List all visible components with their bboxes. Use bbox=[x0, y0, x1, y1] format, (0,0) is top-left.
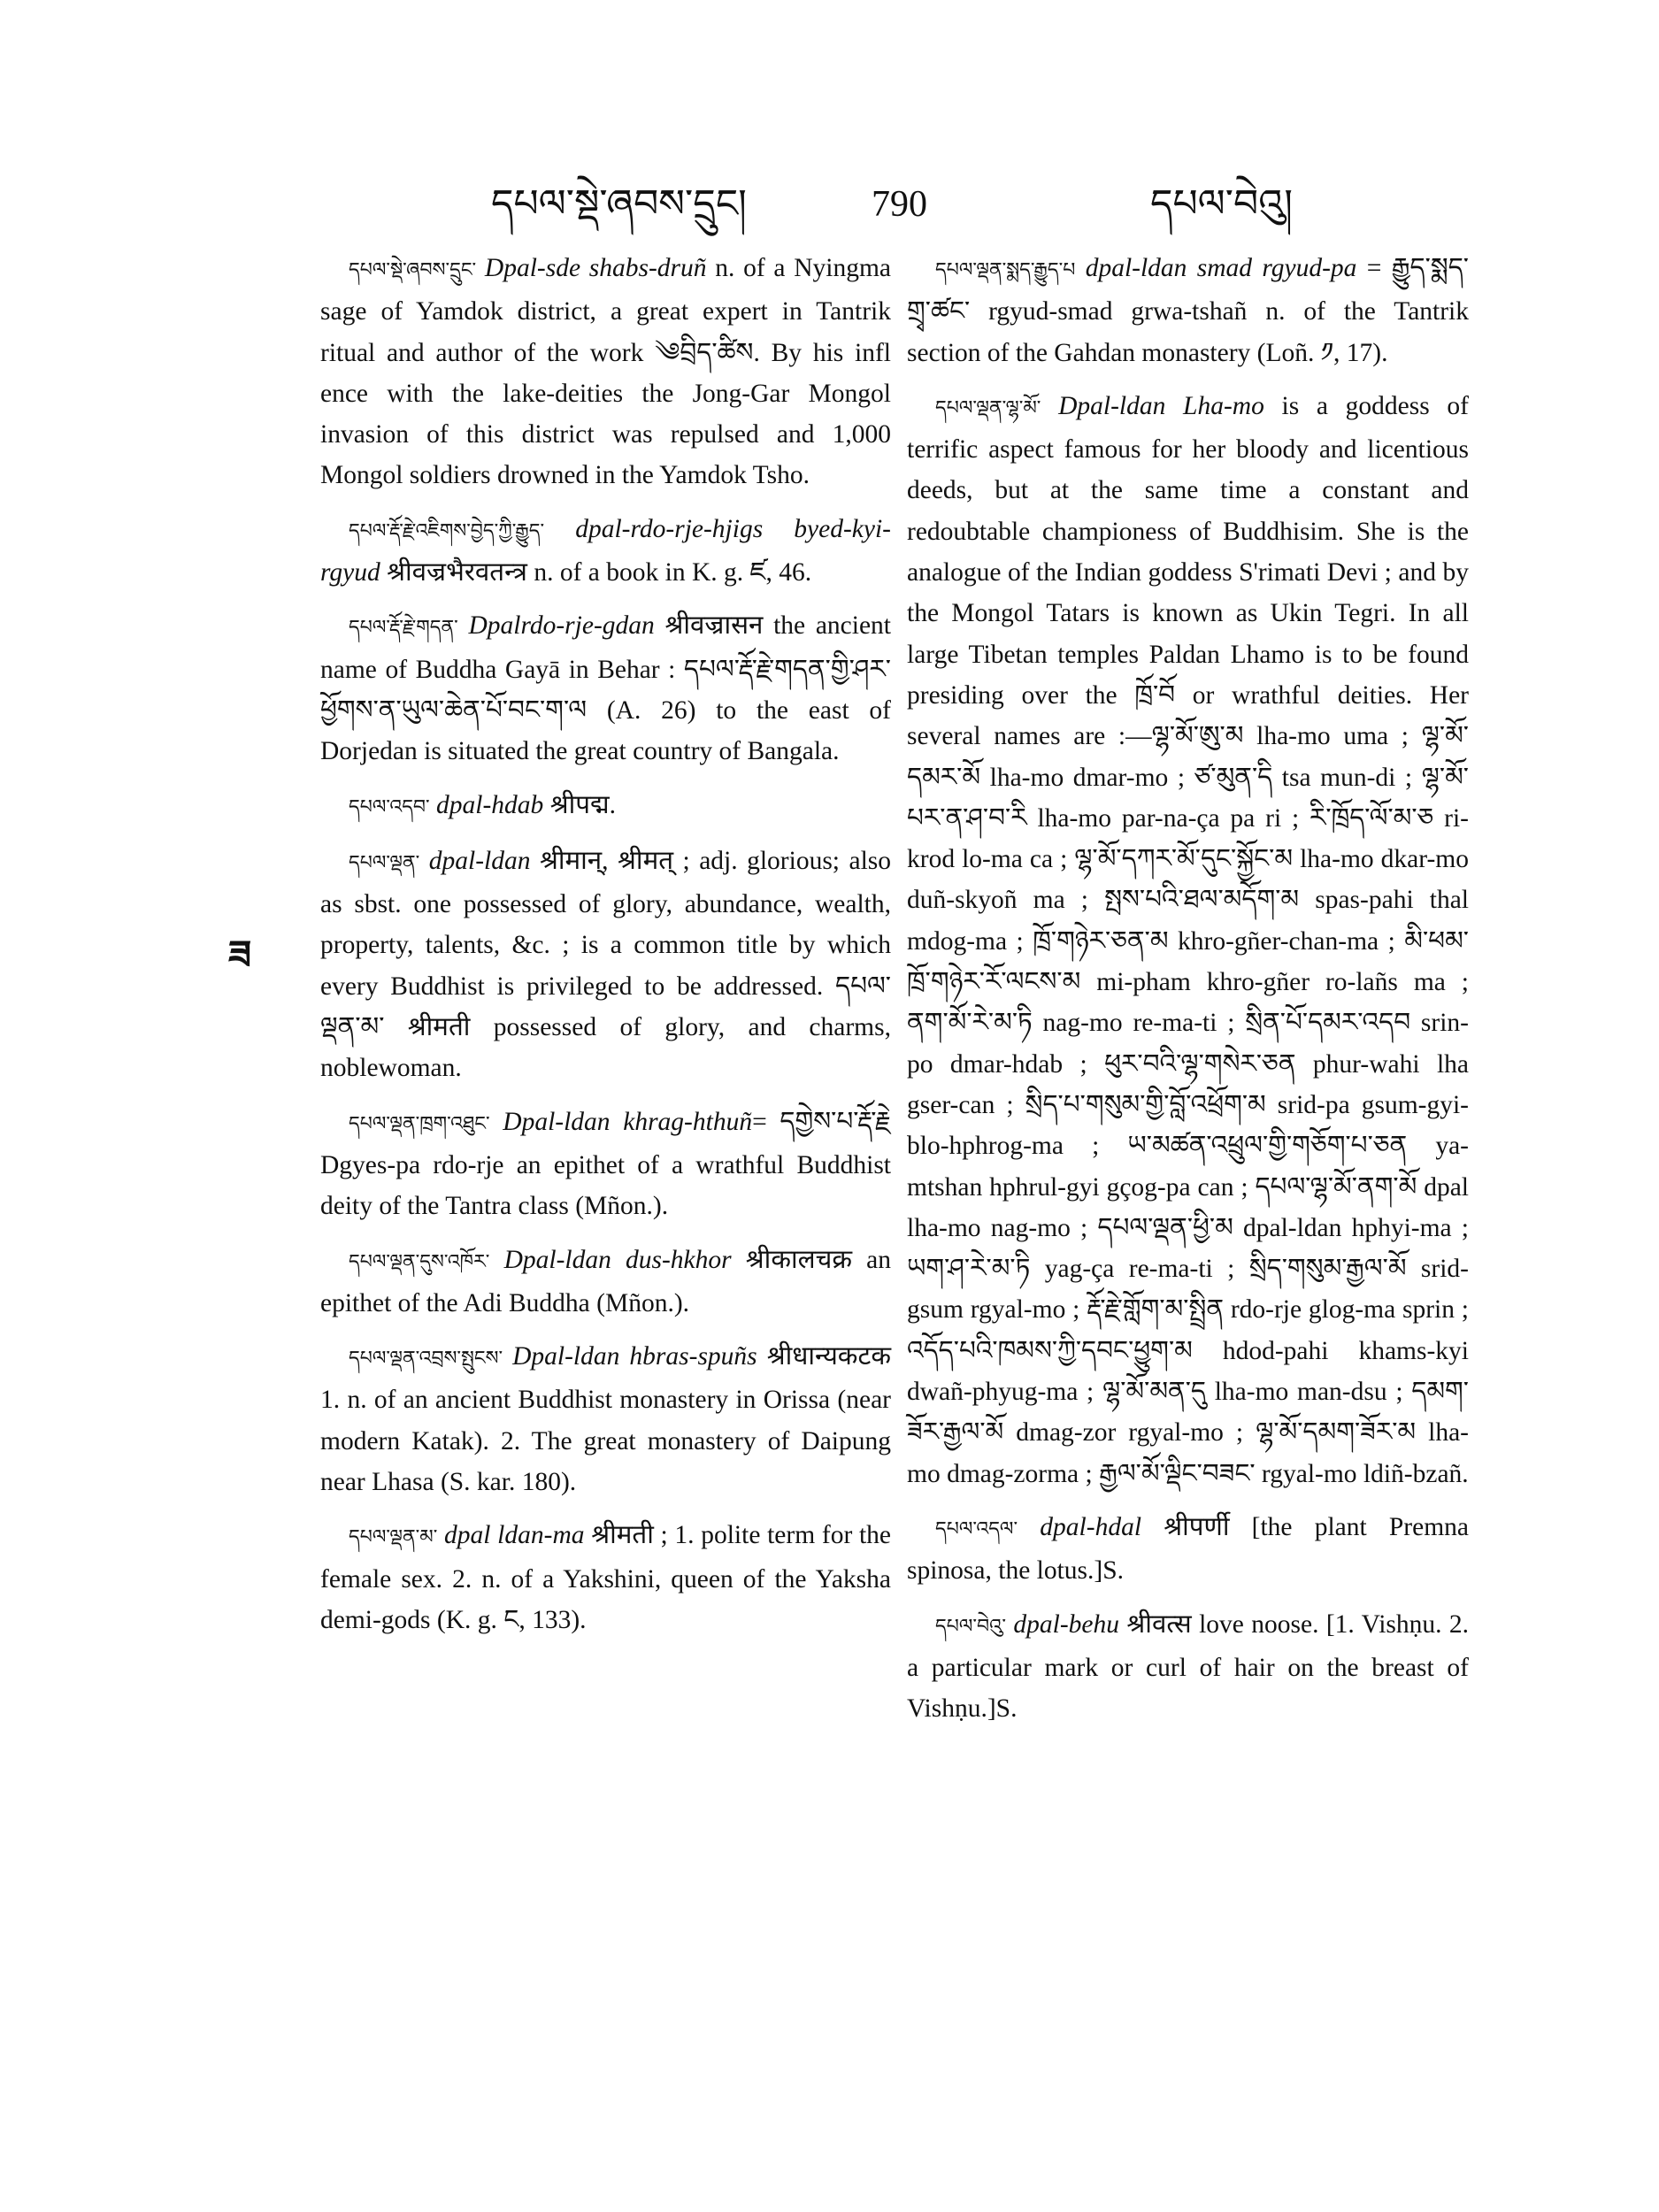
entry-transliteration: dpal-rdo-rje-hjigs byed-kyi-rgyud bbox=[320, 514, 891, 588]
entry-definition: श्रीमान्, श्रीमत् ; adj. glorious; also as sbst. one possessed of glory, abundance, wealth, property, talents, &c. ; is a common title by which every Buddhist is privileged to be addressed. དཔལ་ལྡན་མ་ श्रीमती possessed of glory, and charms, noblewoman. bbox=[320, 846, 892, 1083]
entry-headword-tibetan: དཔལ་ལྡན་ bbox=[349, 851, 420, 874]
dictionary-entry bbox=[320, 841, 891, 1089]
entry-transliteration: Dpal-sde shabs-druñ bbox=[484, 254, 707, 282]
entry-transliteration: Dpal-ldan Lha-mo bbox=[1058, 391, 1264, 420]
entry-transliteration: dpal-hdab bbox=[436, 790, 544, 819]
entry-definition: श्रीवज्रभैरवतन्त्र n. of a book in K. g. ཛ, 46. bbox=[380, 558, 812, 588]
entry-definition: श्रीवत्स love noose. [1. Vishṇu. 2. a particular mark or curl of hair on the breast of Vishṇu.]S. bbox=[907, 1609, 1470, 1724]
margin-letter-mark: ཟ bbox=[227, 933, 250, 978]
entry-headword-tibetan: དཔལ་ལྡན་སྨད་རྒྱུད་པ bbox=[935, 259, 1076, 281]
entry-headword-tibetan: དཔལ་འདལ་ bbox=[935, 1517, 1018, 1540]
dictionary-entry bbox=[320, 1102, 891, 1227]
dictionary-entry bbox=[320, 248, 891, 496]
entry-definition: is a goddess of terrific aspect famous for her bloody and licentious deeds, but at the same time a constant and redoubtable championess of Buddhisim. She is the analogue of the Indian goddess S'rimati Devi ; and by the Mongol Tatars is known as Ukin Tegri. In all large Tibetan temples Paldan Lhamo is to be found presiding over the ཁྲོ་བོ or wrathful deities. Her several names are :—ལྷ་མོ་ཨུ་མ lha-mo uma ; ལྷ་མོ་དམར་མོ lha-mo dmar-mo ; ཙ་མུན་དི tsa mun-di ; ལྷ་མོ་པར་ན་ཤ་བ་རི lha-mo par-na-ça pa ri ; རི་ཁྲོད་ལོ་མ་ཅ ri-krod lo-ma ca ; ལྷ་མོ་དཀར་མོ་དུང་སྐྱོང་མ lha-mo dkar-mo duñ-skyoñ ma ; སྤས་པའི་ཐལ་མདོག་མ spas-pahi thal mdog-ma ; ཁྲོ་གཉེར་ཅན་མ khro-gñer-chan-ma ; མི་ཕམ་ཁྲོ་གཉེར་རོ་ལངས་མ mi-pham khro-gñer ro-lañs ma ; ནག་མོ་རེ་མ་ཏི nag-mo re-ma-ti ; སྲིན་པོ་དམར་འདབ srin-po dmar-hdab ; ཕུར་བའི་ལྷ་གསེར་ཅན phur-wahi lha gser-can ; སྲིད་པ་གསུམ་གྱི་བློ་འཕྲོག་མ srid-pa gsum-gyi-blo-hphrog-ma ; ཡ་མཚན་འཕྲུལ་གྱི་གཅོག་པ་ཅན ya-mtshan hphrul-gyi gçog-pa can ; དཔལ་ལྷ་མོ་ནག་མོ dpal lha-mo nag-mo ; དཔལ་ལྡན་ཕྱི་མ dpal-ldan hphyi-ma ; ཡག་ཤ་རེ་མ་ཏི yag-ça re-ma-ti ; སྲིད་གསུམ་རྒྱལ་མོ srid-gsum rgyal-mo ; རྡོ་རྗེ་གློག་མ་སྤྲིན rdo-rje glog-ma sprin ; འདོད་པའི་ཁམས་ཀྱི་དབང་ཕྱུག་མ hdod-pahi khams-kyi dwañ-phyug-ma ; ལྷ་མོ་མན་དུ lha-mo man-dsu ; དམག་ཟོར་རྒྱལ་མོ dmag-zor rgyal-mo ; ལྷ་མོ་དམག་ཟོར་མ lha-mo dmag-zorma ; རྒྱལ་མོ་ལྡིང་བཟང་ rgyal-mo ldiñ-bzañ. bbox=[907, 391, 1469, 1488]
entry-transliteration: Dpal-ldan khrag-hthuñ bbox=[503, 1107, 753, 1136]
right-column bbox=[907, 248, 1469, 1741]
running-head-right: དཔལ་བེའུ། bbox=[1150, 182, 1293, 226]
entry-headword-tibetan: དཔལ་འདབ་ bbox=[349, 795, 430, 818]
dictionary-entry bbox=[907, 1604, 1469, 1730]
entry-definition: श्रीधान्यकटक 1. n. of an ancient Buddhist monastery in Orissa (near modern Katak). 2. The great monastery of Daipung near Lhasa (S. kar. 180). bbox=[320, 1342, 891, 1497]
entry-headword-tibetan: དཔལ་རྡོ་རྗེ་གདན་ bbox=[349, 617, 458, 640]
dictionary-entry bbox=[320, 1336, 891, 1502]
entry-headword-tibetan: དཔལ་ལྡན་ཁྲག་འཐུང་ bbox=[349, 1112, 490, 1135]
dictionary-entry bbox=[907, 1507, 1469, 1592]
left-column bbox=[320, 248, 891, 1653]
page-number: 790 bbox=[872, 184, 927, 225]
entry-transliteration: Dpalrdo-rje-gdan bbox=[468, 611, 655, 641]
entry-transliteration: dpal-ldan smad rgyud-pa bbox=[1085, 254, 1357, 282]
entry-transliteration: Dpal-ldan hbras-spuñs bbox=[512, 1342, 757, 1371]
dictionary-entry bbox=[907, 386, 1469, 1494]
entry-transliteration: dpal-ldan bbox=[428, 846, 531, 875]
entry-definition: श्रीवज्रासन the ancient name of Buddha Gayā in Behar : དཔལ་རྡོ་རྗེ་གདན་གྱི་ཤར་ཕྱོགས་ན་ཡུལ་ཆེན་པོ་བང་ག་ལ (A. 26) to the east of Dorjedan is situated the great country of Bangala. bbox=[320, 611, 891, 766]
entry-definition: श्रीकालचक्र an epithet of the Adi Buddha (Mñon.). bbox=[320, 1245, 892, 1317]
entry-headword-tibetan: དཔལ་ལྡན་ལྷ་མོ་ bbox=[935, 396, 1041, 419]
entry-headword-tibetan: དཔལ་ལྡན་དུས་འཁོར་ bbox=[349, 1250, 490, 1273]
entry-definition: = དགྱེས་པ་རྡོ་རྗེ Dgyes-pa rdo-rje an epithet of a wrathful Buddhist deity of the Tantra class (Mñon.). bbox=[320, 1107, 892, 1221]
dictionary-entry bbox=[320, 605, 891, 772]
entry-headword-tibetan: དཔལ་རྡོ་རྗེ་འཇིགས་བྱེད་ཀྱི་རྒྱུད་ bbox=[349, 519, 545, 542]
entry-transliteration: dpal-behu bbox=[1013, 1609, 1120, 1639]
entry-transliteration: dpal-hdal bbox=[1040, 1512, 1142, 1541]
entry-definition: श्रीपर्णी [the plant Premna spinosa, the lotus.]S. bbox=[907, 1512, 1470, 1586]
dictionary-entry bbox=[907, 248, 1469, 373]
entry-headword-tibetan: དཔལ་བེའུ་ bbox=[935, 1615, 1007, 1638]
entry-headword-tibetan: དཔལ་སྡེ་ཞབས་དྲུང་ bbox=[349, 259, 477, 281]
running-head-left: དཔལ་སྡེ་ཞབས་དྲུང། bbox=[491, 182, 747, 226]
entry-headword-tibetan: དཔལ་ལྡན་མ་ bbox=[349, 1526, 438, 1549]
entry-transliteration: Dpal-ldan dus-hkhor bbox=[503, 1245, 732, 1274]
entry-definition: n. of a Nyingma sage of Yamdok district, a great expert in Tantrik ritual and author of the work ༄བྲིད་ཚིས. By his infl ence with the lake-deities the Jong-Gar Mongol invasion of this district was repulsed and 1,000 Mongol soldiers drowned in the Yamdok Tsho. bbox=[320, 254, 891, 490]
entry-definition: श्रीपद्म. bbox=[543, 790, 616, 819]
entry-definition: श्रीमती ; 1. polite term for the female sex. 2. n. of a Yakshini, queen of the Yaksha demi-gods (K. g. ང, 133). bbox=[320, 1521, 891, 1634]
dictionary-entry bbox=[320, 509, 891, 594]
entry-transliteration: dpal ldan-ma bbox=[444, 1521, 585, 1550]
dictionary-entry bbox=[320, 1240, 891, 1325]
dictionary-entry bbox=[320, 1515, 891, 1640]
dictionary-entry bbox=[320, 785, 891, 828]
entry-headword-tibetan: དཔལ་ལྡན་འབྲས་སྤུངས་ bbox=[349, 1348, 503, 1371]
entry-definition: = རྒྱུད་སྨད་གྲྭ་ཚང་ rgyud-smad grwa-tshañ n. of the Tantrik section of the Gahdan monastery (Loñ. ༡, 17). bbox=[907, 254, 1469, 367]
